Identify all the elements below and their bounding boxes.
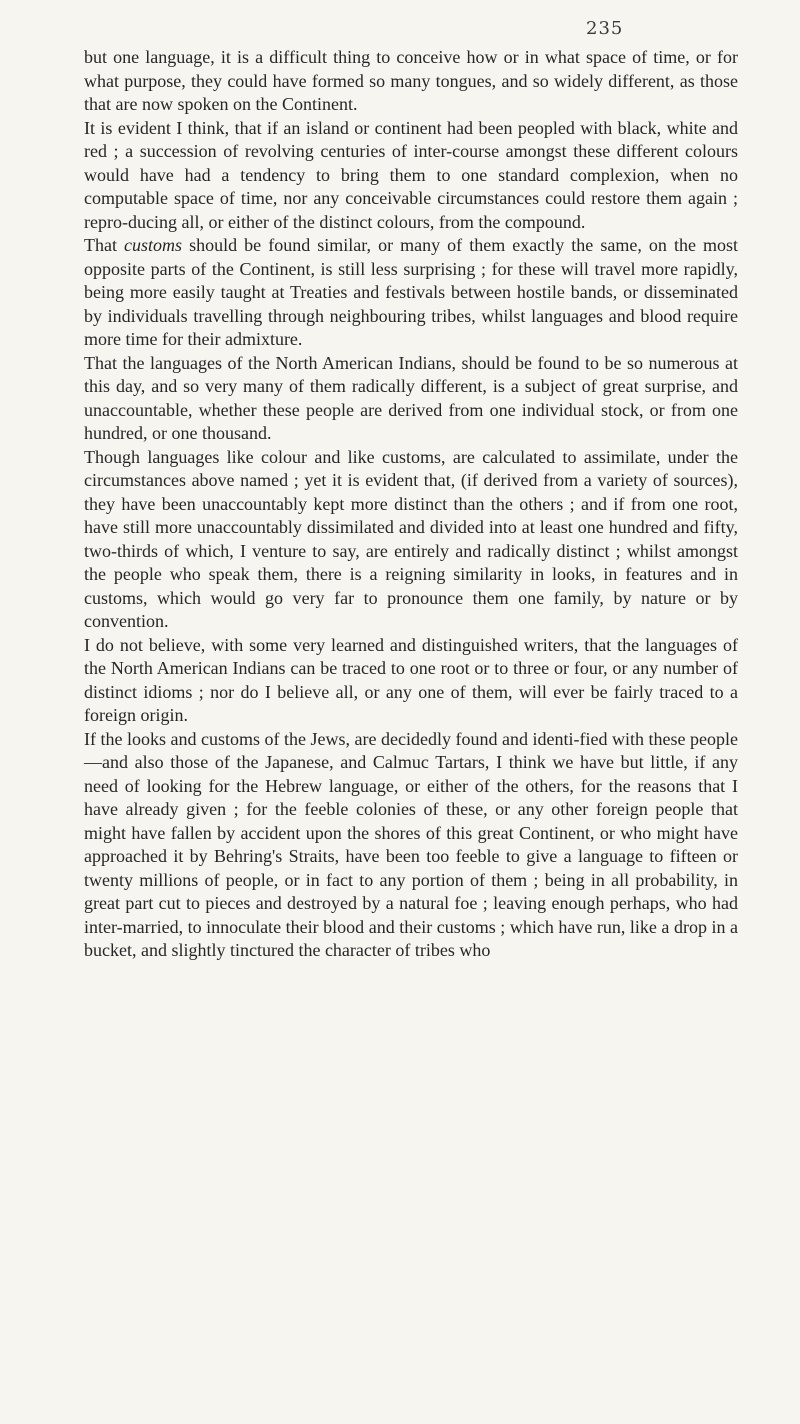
- paragraph-text: I do not believe, with some very learned and distinguished writers, that the languages of the North American Indians can be traced to one root or to three or four, or any number of distinct idioms ; nor do I believe all, or any one of them, will ever be fairly traced to a foreign origin.: [84, 634, 738, 725]
- paragraph-4: [84, 352, 738, 446]
- page-number: 235: [586, 18, 624, 39]
- paragraph-text: should be found similar, or many of them exactly the same, on the most opposite parts of the Continent, is still less surprising ; for these will travel more rapidly, being more easily taught at Treaties and festivals between hostile bands, or disseminated by individuals travelling through neighbouring tribes, whilst languages and blood require more time for their admixture.: [84, 235, 738, 349]
- paragraph-text: That: [84, 235, 125, 255]
- paragraph-5: [84, 446, 738, 634]
- italic-word: customs: [124, 235, 183, 255]
- paragraph-text: If the looks and customs of the Jews, are decidedly found and identi-fied with these people—and also those of the Japanese, and Calmuc Tartars, I think we have but little, if any need of looking for the Hebrew language, or either of the others, for the reasons that I have already given ; for the feeble colonies of these, or any other foreign people that might have fallen by accident upon the shores of this great Continent, or who might have approached it by Behring's Straits, have been too feeble to give a language to fifteen or twenty millions of people, or in fact to any portion of them ; being in all probability, in great part cut to pieces and destroyed by a natural foe ; leaving enough perhaps, who had inter-married, to innoculate their blood and their customs ; which have run, like a drop in a bucket, and slightly tinctured the character of tribes who: [84, 728, 738, 960]
- paragraph-text: That the languages of the North American Indians, should be found to be so numerous at this day, and so very many of them radically different, is a subject of great surprise, and unaccountable, whether these people are derived from one individual stock, or from one hundred, or one thousand.: [84, 352, 738, 443]
- body-text: [84, 46, 738, 963]
- paragraph-text: Though languages like colour and like customs, are calculated to assimilate, under the circumstances above named ; yet it is evident that, (if derived from a variety of sources), they have been unaccountably kept more distinct than the others ; and if from one root, have still more unaccountably dissimilated and divided into at least one hundred and fifty, two-thirds of which, I venture to say, are entirely and radically distinct ; whilst amongst the people who speak them, there is a reigning similarity in looks, in features and in customs, which would go very far to pronounce them one family, by nature or by convention.: [84, 446, 738, 631]
- paragraph-6: [84, 634, 738, 728]
- paragraph-text: but one language, it is a difficult thing to conceive how or in what space of time, or for what purpose, they could have formed so many tongues, and so widely different, as those that are now spoken on the Continent.: [84, 47, 738, 114]
- paragraph-7: [84, 728, 738, 963]
- paragraph-text: It is evident I think, that if an island or continent had been peopled with black, white and red ; a succession of revolving centuries of inter-course amongst these different colours would have had a tendency to bring them to one standard complexion, when no computable space of time, nor any conceivable circumstances could restore them again ; repro-ducing all, or either of the distinct colours, from the compound.: [84, 117, 738, 232]
- paragraph-2: [84, 117, 738, 235]
- paragraph-1: [84, 46, 738, 117]
- paragraph-3: [84, 234, 738, 352]
